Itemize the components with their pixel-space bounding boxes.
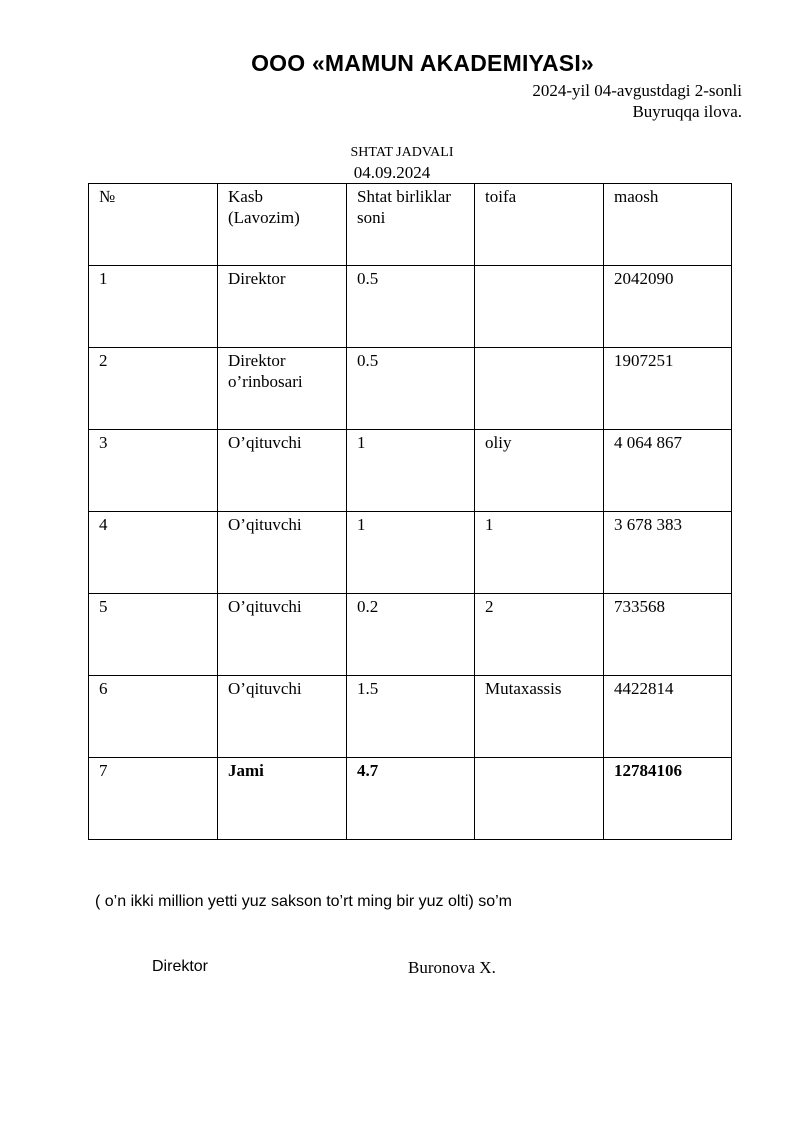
cell-units: 0.2 (347, 594, 475, 676)
header-units-line-1: Shtat birliklar (357, 187, 451, 206)
cell-num: 5 (89, 594, 218, 676)
cell-position (218, 430, 347, 512)
cell-num: 1 (89, 266, 218, 348)
cell-salary: 4 064 867 (604, 430, 732, 512)
table-row (89, 430, 732, 512)
table-row (89, 266, 732, 348)
cell-category: oliy (475, 430, 604, 512)
header-category: toifa (475, 184, 604, 266)
cell-units: 0.5 (347, 266, 475, 348)
header-num: № (89, 184, 218, 266)
cell-salary: 4422814 (604, 676, 732, 758)
cell-units: 1 (347, 430, 475, 512)
cell-category: Mutaxassis (475, 676, 604, 758)
cell-salary: 1907251 (604, 348, 732, 430)
cell-num: 3 (89, 430, 218, 512)
document-date: 04.09.2024 (353, 163, 431, 182)
header-position-line-2: (Lavozim) (228, 208, 300, 227)
staff-table (88, 183, 732, 840)
cell-category (475, 348, 604, 430)
cell-position-line-1: O’qituvchi (228, 679, 302, 698)
cell-units: 1 (347, 512, 475, 594)
cell-num: 6 (89, 676, 218, 758)
cell-position-line-1: O’qituvchi (228, 597, 302, 616)
table-row (89, 676, 732, 758)
cell-position (218, 676, 347, 758)
cell-num: 2 (89, 348, 218, 430)
amount-in-words: ( o’n ikki million yetti yuz sakson to’rt ming bir yuz olti) so’m (95, 893, 513, 910)
cell-units: 1.5 (347, 676, 475, 758)
table-row (89, 512, 732, 594)
header-units (347, 184, 475, 266)
cell-position-line-1: Direktor (228, 269, 286, 288)
order-reference-line-1: 2024-yil 04-avgustdagi 2-sonli (532, 81, 742, 100)
company-title: OOO «MAMUN AKADEMIYASI» (251, 50, 594, 76)
order-reference-line-2: Buyruqqa ilova. (632, 102, 742, 121)
signature-name: Buronova X. (408, 958, 496, 977)
cell-num: 4 (89, 512, 218, 594)
table-row (89, 348, 732, 430)
cell-position-line-2: o’rinbosari (228, 372, 303, 391)
total-units: 4.7 (347, 758, 475, 840)
header-salary: maosh (604, 184, 732, 266)
cell-position-line-1: O’qituvchi (228, 433, 302, 452)
cell-category: 1 (475, 512, 604, 594)
header-position (218, 184, 347, 266)
total-salary: 12784106 (604, 758, 732, 840)
header-units-line-2: soni (357, 208, 386, 227)
cell-position-line-1: O’qituvchi (228, 515, 302, 534)
cell-position-line-1: Direktor (228, 351, 286, 370)
cell-position (218, 594, 347, 676)
signature-role: Direktor (152, 958, 209, 975)
cell-position (218, 266, 347, 348)
total-category (475, 758, 604, 840)
table-total-row (89, 758, 732, 840)
order-reference (532, 80, 742, 122)
table-row (89, 594, 732, 676)
cell-position (218, 512, 347, 594)
cell-salary: 3 678 383 (604, 512, 732, 594)
header-position-line-1: Kasb (228, 187, 263, 206)
cell-position (218, 348, 347, 430)
table-header-row (89, 184, 732, 266)
total-label: Jami (218, 758, 347, 840)
document-heading: SHTAT JADVALI (350, 145, 454, 160)
cell-units: 0.5 (347, 348, 475, 430)
cell-salary: 2042090 (604, 266, 732, 348)
total-num: 7 (89, 758, 218, 840)
cell-salary: 733568 (604, 594, 732, 676)
cell-category: 2 (475, 594, 604, 676)
cell-category (475, 266, 604, 348)
